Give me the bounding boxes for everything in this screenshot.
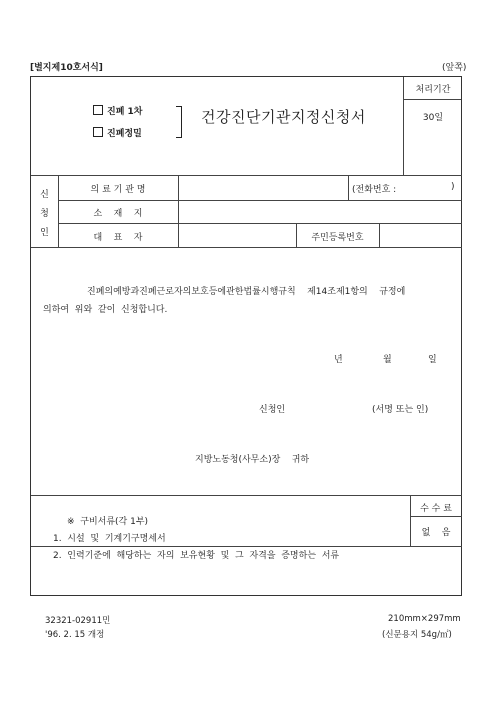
form-title: 건강진단기관지정신청서 (201, 108, 366, 126)
resident-id-label: 주민등록번호 (311, 233, 364, 243)
applicant-side-char-3: 인 (40, 228, 49, 238)
checkbox-detailed-exam[interactable] (93, 127, 103, 137)
date-day-label: 일 (428, 355, 437, 365)
phone-label: (전화번호 : (352, 185, 397, 195)
form-number: [별지제10호서식] (30, 63, 103, 73)
institution-name-field[interactable] (181, 178, 345, 197)
required-document-1: 1. 시설 및 기계기구명세서 (53, 534, 166, 544)
paper-size: 210mm×297mm (388, 614, 461, 624)
date-year-label: 년 (334, 355, 343, 365)
representative-label: 대 표 자 (93, 233, 143, 243)
date-month-label: 월 (383, 355, 392, 365)
processing-period-value: 30일 (422, 113, 444, 123)
option-first-exam[interactable] (93, 104, 142, 117)
page-side-label: (앞쪽) (442, 63, 467, 73)
option-bracket (176, 106, 182, 138)
option-first-exam-label: 진폐 1차 (107, 107, 143, 117)
fee-label: 수 수 료 (420, 504, 452, 514)
applicant-side-char-1: 신 (40, 190, 49, 200)
option-detailed-exam-label: 진폐정밀 (107, 129, 142, 139)
institution-name-label: 의 료 기 관 명 (90, 185, 146, 195)
applicant-signature-label: 신청인 (259, 405, 286, 415)
phone-close-paren: ) (451, 182, 455, 192)
revision-date: '96. 2. 15 개정 (45, 630, 105, 640)
paper-type: (신문용지 54g/㎡) (382, 630, 452, 640)
required-document-2: 2. 인력기준에 해당하는 자의 보유현황 및 그 자격을 증명하는 서류 (53, 551, 340, 561)
option-detailed-exam[interactable] (93, 126, 142, 139)
address-label: 소 재 지 (93, 209, 143, 219)
address-field[interactable] (181, 203, 459, 221)
form-code: 32321-02911민 (45, 616, 111, 626)
required-documents-title: ※ 구비서류(각 1부) (67, 517, 149, 527)
signature-hint: (서명 또는 인) (372, 405, 429, 415)
applicant-side-char-2: 청 (40, 209, 49, 219)
recipient-line: 지방노동청(사무소)장 귀하 (195, 455, 310, 465)
representative-field[interactable] (181, 226, 293, 245)
checkbox-first-exam[interactable] (93, 105, 103, 115)
fee-value: 없 음 (421, 528, 451, 538)
application-paragraph-line-2: 의하여 위와 같이 신청합니다. (43, 305, 168, 315)
resident-id-field[interactable] (382, 226, 460, 245)
processing-period-label: 처리기간 (415, 85, 451, 95)
application-paragraph-line-1: 진폐의예방과진폐근로자의보호등에관한법률시행규칙 제14조제1항의 규정에 (87, 287, 406, 297)
application-form (30, 76, 462, 596)
